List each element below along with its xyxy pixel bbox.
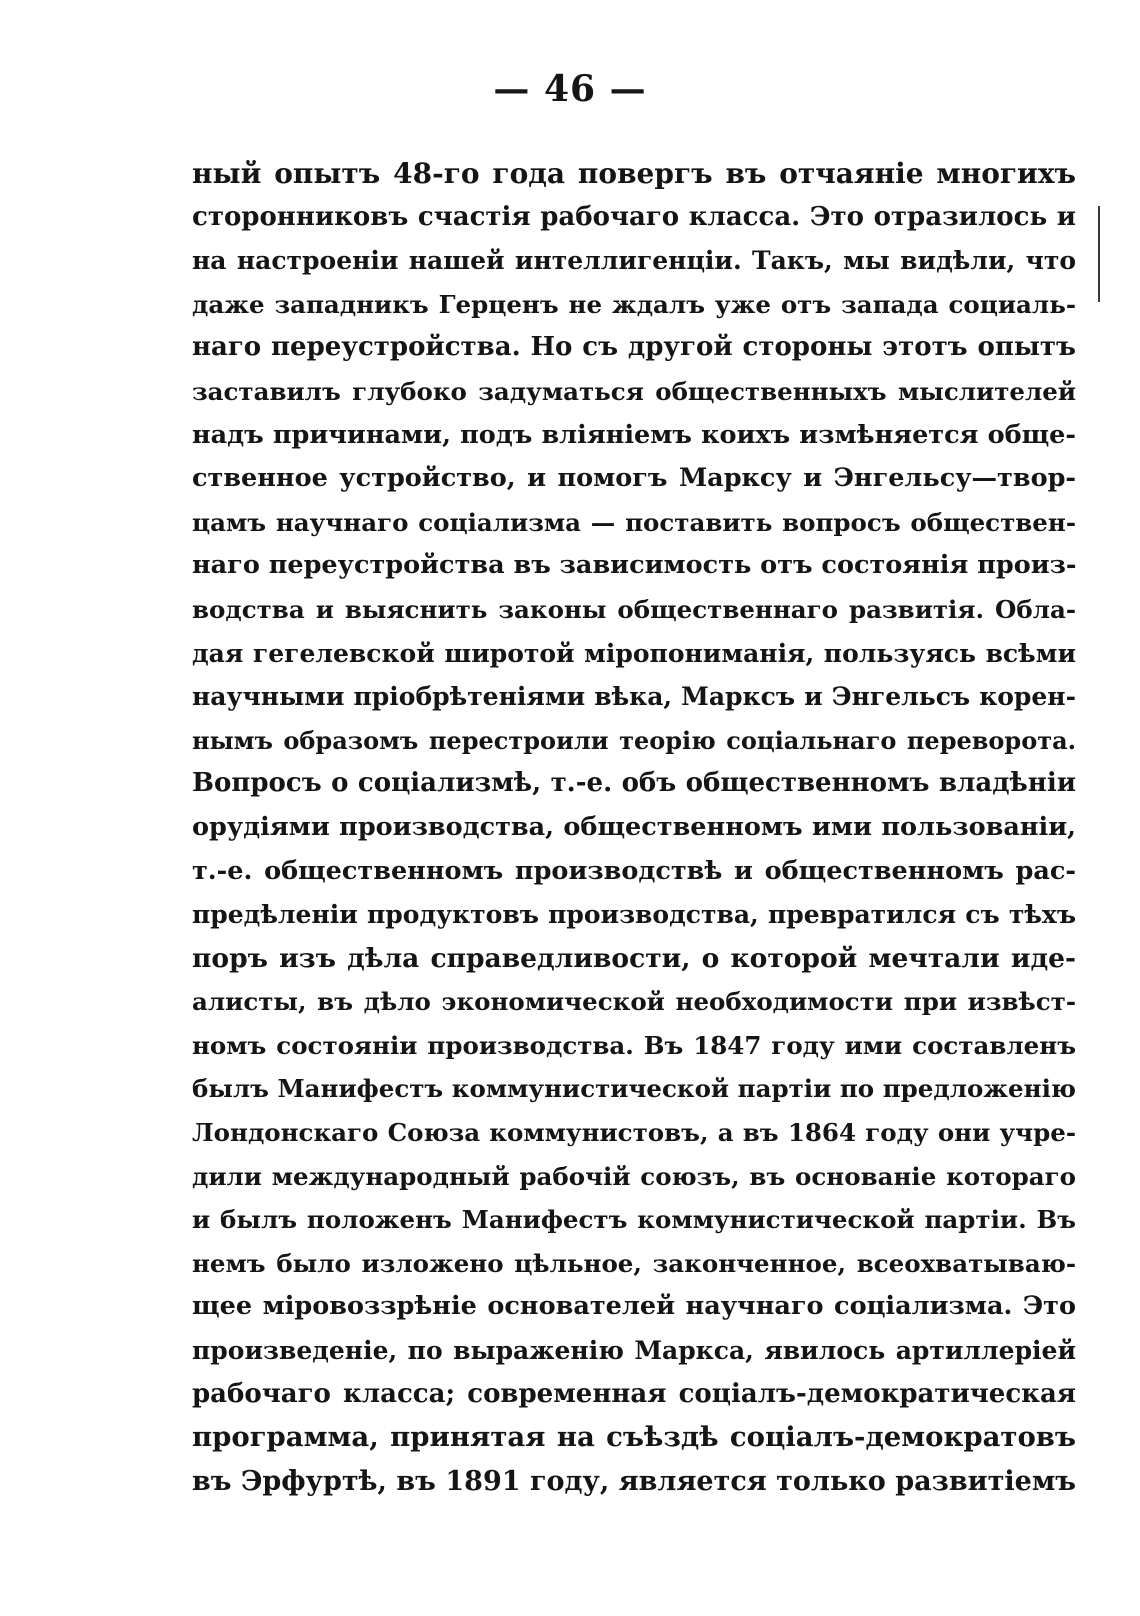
text-line: дили международный рабочій союзъ, въ основаніе котораго (192, 1161, 1076, 1191)
text-line: сторонниковъ счастія рабочаго класса. Это отразилось и (192, 201, 1076, 232)
text-line: произведеніе, по выраженію Маркса, явилось артиллеріей (192, 1336, 1076, 1366)
page-number: — 46 — (493, 68, 647, 110)
body-text (192, 152, 1076, 1503)
text-line: въ Эрфуртѣ, въ 1891 году, является только развитіемъ (192, 1465, 1076, 1497)
text-line: программа, принятая на съѣздѣ соціалъ-демократовъ (192, 1421, 1076, 1454)
text-line: цамъ научнаго соціализма — поставить вопросъ обществен- (192, 507, 1076, 537)
text-line: нымъ образомъ перестроили теорію соціальнаго переворота. (192, 725, 1076, 755)
margin-mark (1098, 206, 1100, 302)
text-line: номъ состояніи производства. Въ 1847 году ими составленъ (192, 1030, 1076, 1060)
text-line: орудіями производства, общественномъ ими пользованіи, (192, 811, 1076, 842)
text-line: поръ изъ дѣла справедливости, о которой мечтали иде- (192, 942, 1076, 974)
text-line: научными пріобрѣтеніями вѣка, Марксъ и Энгельсъ корен- (192, 682, 1076, 712)
text-line: Вопросъ о соціализмѣ, т.-е. объ общественномъ владѣніи (192, 768, 1076, 799)
text-line: заставилъ глубоко задуматься общественныхъ мыслителей (192, 376, 1076, 406)
text-line: водства и выяснить законы общественнаго развитія. Обла- (192, 594, 1076, 624)
text-line: ственное устройство, и помогъ Марксу и Энгельсу—твор- (192, 463, 1076, 494)
text-line: былъ Манифестъ коммунистической партіи по предложенію (192, 1074, 1076, 1104)
text-line: немъ было изложено цѣльное, законченное, всеохватываю- (192, 1248, 1076, 1278)
text-line: надъ причинами, подъ вліяніемъ коихъ измѣняется обще- (192, 419, 1076, 450)
text-line: даже западникъ Герценъ не ждалъ уже отъ запада социаль- (192, 289, 1076, 319)
text-line: наго переустройства въ зависимость отъ состоянія произ- (192, 550, 1076, 581)
text-line: алисты, въ дѣло экономической необходимости при извѣст- (192, 987, 1076, 1017)
text-line: наго переустройства. Но съ другой стороны этотъ опытъ (192, 332, 1076, 363)
text-line: и былъ положенъ Манифестъ коммунистической партіи. Въ (192, 1205, 1076, 1235)
text-line: рабочаго класса; современная соціалъ-демократическая (192, 1378, 1076, 1409)
text-line: т.-е. общественномъ производствѣ и общественномъ рас- (192, 855, 1076, 886)
text-line: дая гегелевской широтой міропониманія, пользуясь всѣми (192, 638, 1076, 668)
text-line: ный опытъ 48-го года повергъ въ отчаяніе многихъ (192, 157, 1076, 190)
text-line: щее міровоззрѣніе основателей научнаго соціализма. Это (192, 1291, 1076, 1322)
text-line: Лондонскаго Союза коммунистовъ, а въ 1864 году они учре- (192, 1118, 1076, 1148)
text-line: на настроеніи нашей интеллигенціи. Такъ, мы видѣли, что (192, 246, 1076, 276)
text-line: предѣленіи продуктовъ производства, превратился съ тѣхъ (192, 900, 1076, 930)
